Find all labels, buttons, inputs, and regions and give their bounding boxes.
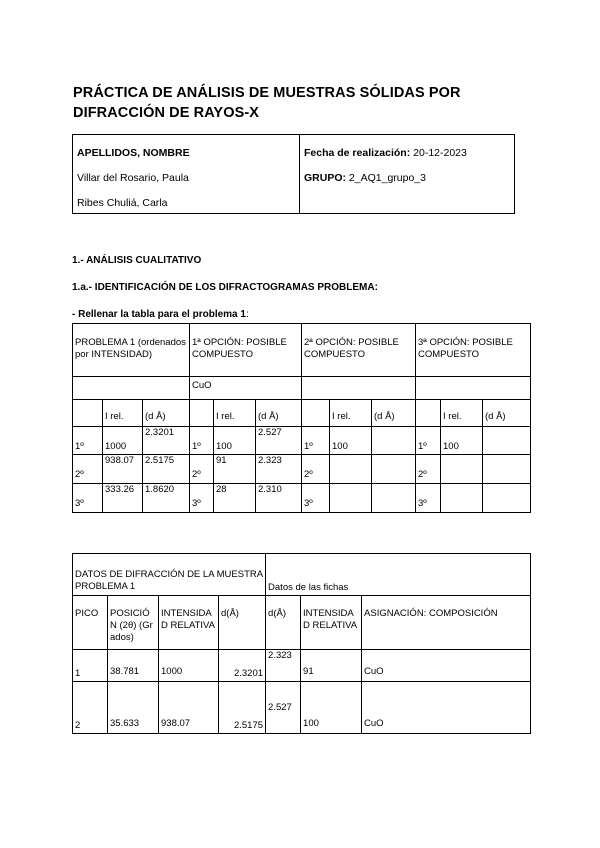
col-o2-irel: I rel. — [330, 400, 372, 427]
instruction-bold: - Rellenar la tabla para el problema 1 — [72, 309, 246, 320]
col-o2-d: (d Å) — [372, 400, 416, 427]
col-o3-n — [416, 400, 441, 427]
group-label: GRUPO: — [304, 172, 346, 184]
table-row: 2º 938.07 2.5175 2º 91 2.323 2º 2º — [73, 455, 531, 484]
date-label: Fecha de realización: — [304, 147, 411, 159]
compound-3 — [416, 377, 531, 400]
col-n — [73, 400, 103, 427]
problem-header: PROBLEMA 1 (ordenados por INTENSIDAD) — [73, 324, 190, 377]
instruction — [72, 309, 249, 320]
col-o3-irel: I rel. — [441, 400, 483, 427]
col-d: (d Å) — [143, 400, 190, 427]
section-1a-heading: 1.a.- IDENTIFICACIÓN DE LOS DIFRACTOGRAMAS PROBLEMA: — [72, 282, 378, 293]
cards-header: Datos de las fichas — [266, 554, 531, 596]
group-value: 2_AQ1_grupo_3 — [348, 172, 426, 184]
table-row: 2 35.633 938.07 2.5175 2.527 100 CuO — [73, 682, 531, 734]
table-row: 3º 333.26 1.8620 3º 28 2.310 3º 3º — [73, 484, 531, 513]
date-line — [304, 147, 510, 159]
col-d-card: d(Å) — [266, 596, 301, 650]
problem-blank — [73, 377, 190, 400]
col-o1-irel: I rel. — [214, 400, 256, 427]
date-value: 20-12-2023 — [413, 147, 467, 159]
info-table — [72, 134, 515, 214]
col-o2-n — [302, 400, 330, 427]
table-row: 1º 1000 2.3201 1º 100 2.527 1º 100 1º 100 — [73, 427, 531, 455]
option-3-header: 3ª OPCIÓN: POSIBLE COMPUESTO — [416, 324, 531, 377]
col-o1-d: (d Å) — [256, 400, 302, 427]
section-1-heading: 1.- ANÁLISIS CUALITATIVO — [72, 255, 202, 266]
col-assignment: ASIGNACIÓN: COMPOSICIÓN — [362, 596, 531, 650]
table-row: 1 38.781 1000 2.3201 2.323 91 CuO — [73, 650, 531, 682]
col-intensity: INTENSIDAD RELATIVA — [159, 596, 219, 650]
col-irel: I rel. — [103, 400, 143, 427]
col-d-sample: d(Å) — [219, 596, 266, 650]
instruction-rest: : — [245, 309, 249, 320]
student-name-1: Villar del Rosario, Paula — [77, 172, 189, 184]
col-o1-n — [190, 400, 214, 427]
col-pico: PICO — [73, 596, 108, 650]
group-line — [304, 172, 510, 184]
diffraction-table — [72, 553, 531, 734]
option-1-header: 1ª OPCIÓN: POSIBLE COMPUESTO — [190, 324, 302, 377]
option-2-header: 2ª OPCIÓN: POSIBLE COMPUESTO — [302, 324, 416, 377]
sample-header: DATOS DE DIFRACCIÓN DE LA MUESTRA PROBLEMA 1 — [73, 554, 266, 596]
student-name-2: Ribes Chuliá, Carla — [77, 197, 168, 209]
identification-table — [72, 323, 531, 513]
names-cell — [73, 135, 300, 214]
compound-1: CuO — [190, 377, 302, 400]
col-o3-d: (d Å) — [483, 400, 531, 427]
page-title: PRÁCTICA DE ANÁLISIS DE MUESTRAS SÓLIDAS POR DIFRACCIÓN DE RAYOS-X — [73, 85, 461, 121]
names-label: APELLIDOS, NOMBRE — [77, 147, 190, 159]
date-group-cell — [300, 135, 515, 214]
compound-2 — [302, 377, 416, 400]
col-position: POSICIÓN (2θ) (Grados) — [108, 596, 159, 650]
col-intensity-card: INTENSIDAD RELATIVA — [301, 596, 362, 650]
